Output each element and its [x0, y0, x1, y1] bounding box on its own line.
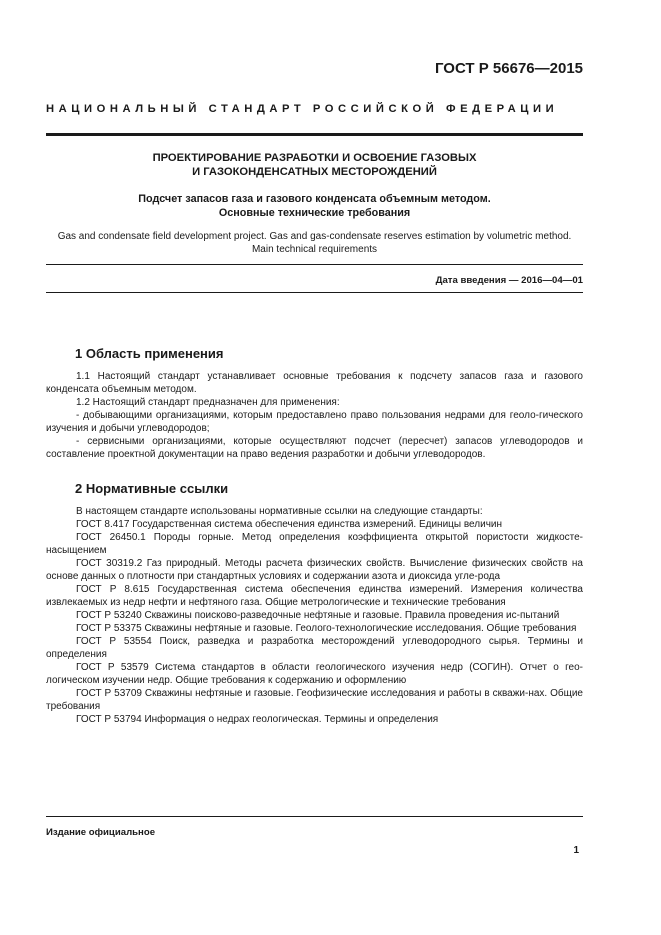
reference-item: ГОСТ 8.417 Государственная система обеспечения единства измерений. Единицы величин: [76, 519, 503, 530]
section-1-body: [46, 370, 583, 461]
introduction-date: Дата введения — 2016—04—01: [435, 275, 583, 286]
document-subtitle: [46, 193, 583, 220]
reference-item: ГОСТ Р 53375 Скважины нефтяные и газовые. Геолого-технологические исследования. Общие требования: [76, 623, 577, 634]
official-edition-label: Издание официальное: [46, 827, 156, 838]
english-title-line-2: Main technical requirements: [251, 244, 378, 255]
reference-item: ГОСТ 30319.2 Газ природный. Методы расчета физических свойств. Вычисление физических свойств на основе данных о плотности при стандартных условиях и содержании азота и диоксида угле-рода: [46, 558, 583, 582]
reference-item: ГОСТ Р 8.615 Государственная система обеспечения единства измерений. Измерения количества извлекаемых из недр нефти и нефтяного газа. Общие метрологические и технические требования: [46, 584, 583, 608]
section-2-title: 2 Нормативные ссылки: [75, 481, 229, 496]
reference-item: ГОСТ Р 53794 Информация о недрах геологическая. Термины и определения: [76, 714, 439, 725]
paragraph: В настоящем стандарте использованы нормативные ссылки на следующие стандарты:: [76, 506, 483, 517]
title-divider-bottom: [46, 292, 583, 293]
paragraph: 1.1 Настоящий стандарт устанавливает основные требования к подсчету запасов газа и газового конденсата объемным методом.: [46, 371, 583, 395]
standard-number: ГОСТ Р 56676—2015: [434, 60, 583, 77]
footer-divider: [46, 816, 583, 817]
list-item: - добывающими организациями, которым предоставлено право пользования недрами для геоло-гического изучения и добычи углеводородов;: [46, 410, 583, 434]
title-line-1: ПРОЕКТИРОВАНИЕ РАЗРАБОТКИ И ОСВОЕНИЕ ГАЗОВЫХ: [152, 152, 477, 164]
section-1-title: 1 Область применения: [75, 346, 224, 361]
document-title: [46, 151, 583, 179]
heading-divider: [46, 133, 583, 136]
subtitle-line-1: Подсчет запасов газа и газового конденсата объемным методом.: [138, 193, 491, 205]
section-2-body: [46, 505, 583, 726]
english-title-line-1: Gas and condensate field development project. Gas and gas-condensate reserves estimation by volumetric method.: [57, 231, 572, 242]
national-standard-heading: НАЦИОНАЛЬНЫЙ СТАНДАРТ РОССИЙСКОЙ ФЕДЕРАЦИИ: [46, 103, 559, 115]
reference-item: ГОСТ Р 53240 Скважины поисково-разведочные нефтяные и газовые. Правила проведения ис-пытаний: [76, 610, 560, 621]
title-divider-top: [46, 264, 583, 265]
reference-item: ГОСТ Р 53554 Поиск, разведка и разработка месторождений углеводородного сырья. Термины и определения: [46, 636, 583, 660]
list-item: - сервисными организациями, которые осуществляют подсчет (пересчет) запасов углеводородов и составление проектной документации на право ведения разработки и добычи углеводородов.: [46, 436, 583, 460]
paragraph: 1.2 Настоящий стандарт предназначен для применения:: [76, 397, 340, 408]
title-line-2: И ГАЗОКОНДЕНСАТНЫХ МЕСТОРОЖДЕНИЙ: [192, 166, 437, 178]
page-number: 1: [573, 845, 579, 856]
english-title: [46, 230, 583, 256]
subtitle-line-2: Основные технические требования: [218, 206, 411, 219]
reference-item: ГОСТ Р 53709 Скважины нефтяные и газовые. Геофизические исследования и работы в скважи-нах. Общие требования: [46, 688, 583, 712]
reference-item: ГОСТ Р 53579 Система стандартов в области геологического изучения недр (СОГИН). Отчет о гео-логическом изучении недр. Общие требования к содержанию и оформлению: [46, 662, 583, 686]
reference-item: ГОСТ 26450.1 Породы горные. Метод определения коэффициента открытой пористости жидкосте-насыщением: [46, 532, 583, 556]
